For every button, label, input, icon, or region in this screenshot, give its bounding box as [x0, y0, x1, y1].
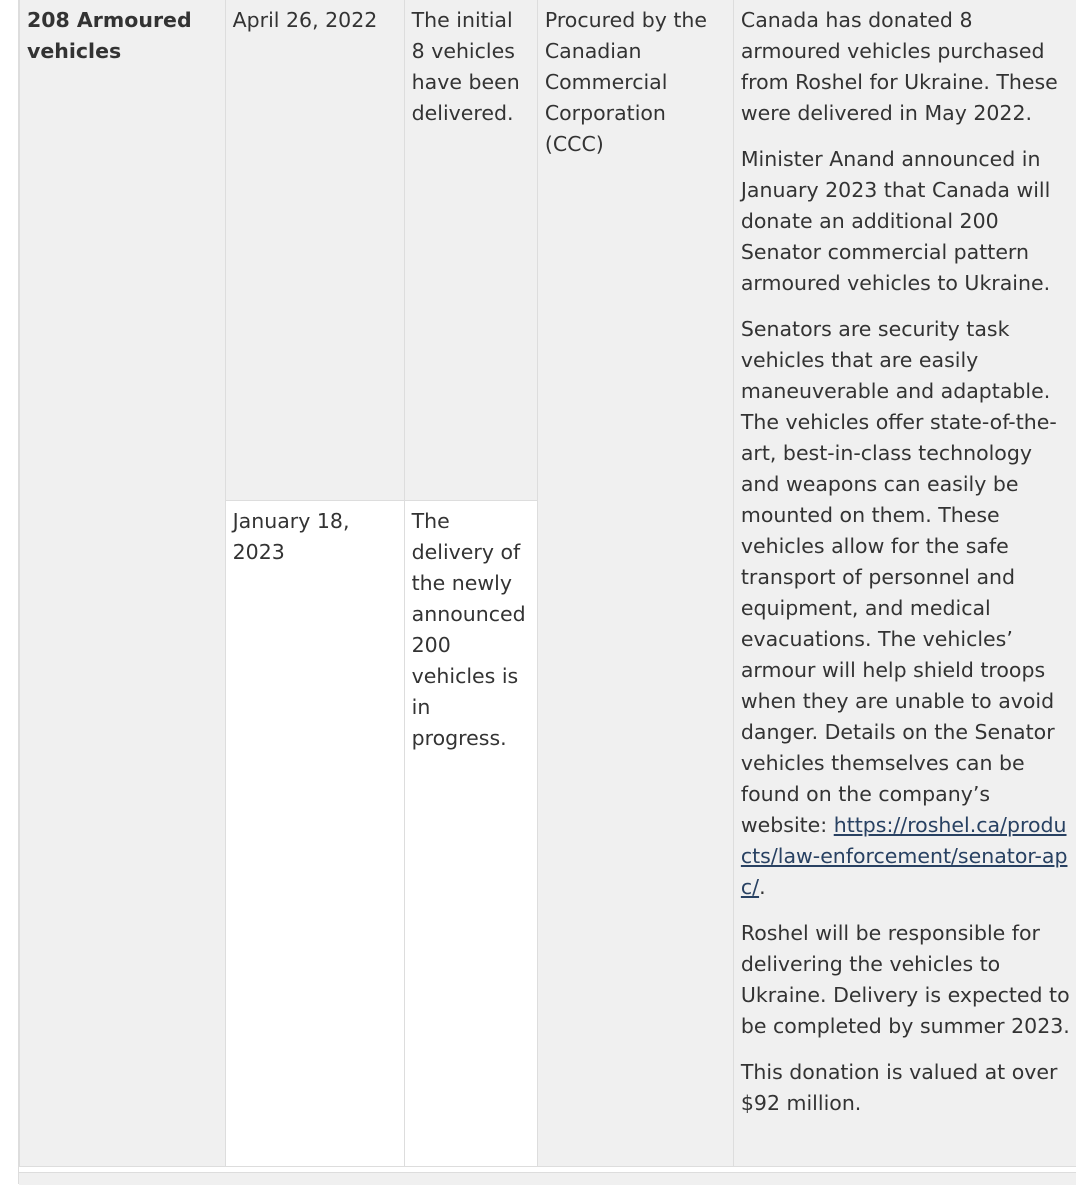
announcement-date-cell — [225, 0, 404, 501]
delivery-status-cell — [404, 0, 537, 501]
delivery-status-cell — [404, 501, 537, 1167]
announcement-date: January 18, 2023 — [233, 509, 350, 564]
donations-table — [19, 0, 1076, 1167]
donations-table-section — [18, 0, 1076, 1184]
details-paragraph: This donation is valued at over $92 million. — [741, 1057, 1070, 1119]
details-paragraph: Minister Anand announced in January 2023 that Canada will donate an additional 200 Senator commercial pattern armoured vehicles to Ukraine. — [741, 144, 1070, 299]
details-text-end: . — [759, 875, 766, 899]
delivery-status: The delivery of the newly announced 200 vehicles is in progress. — [412, 509, 526, 750]
roshel-senator-link[interactable]: https://roshel.ca/products/law-enforcement/senator-apc/ — [741, 813, 1068, 899]
details-paragraph: Canada has donated 8 armoured vehicles purchased from Roshel for Ukraine. These were delivered in May 2022. — [741, 5, 1070, 129]
item-cell — [20, 0, 226, 1167]
details-text: Senators are security task vehicles that are easily maneuverable and adaptable. The vehicles offer state-of-the-art, best-in-class technology and weapons can easily be mounted on them. These vehicles allow for the safe transport of personnel and equipment, and medical evacuations. The vehicles’ armour will help shield troops when they are unable to avoid danger. Details on the Senator vehicles themselves can be found on the company’s website: — [741, 317, 1057, 837]
details-paragraph: Roshel will be responsible for delivering the vehicles to Ukraine. Delivery is expected to be completed by summer 2023. — [741, 918, 1070, 1042]
announcement-date-cell — [225, 501, 404, 1167]
details-paragraph — [741, 314, 1070, 903]
procurement-cell — [537, 0, 733, 1167]
procurement-text: Procured by the Canadian Commercial Corporation (CCC) — [545, 8, 707, 156]
table-row — [20, 0, 1076, 501]
delivery-status: The initial 8 vehicles have been delivered. — [412, 8, 520, 125]
item-name: 208 Armoured vehicles — [27, 8, 192, 63]
next-table-row-edge — [19, 1172, 1076, 1185]
details-cell — [733, 0, 1076, 1167]
announcement-date: April 26, 2022 — [233, 8, 378, 32]
